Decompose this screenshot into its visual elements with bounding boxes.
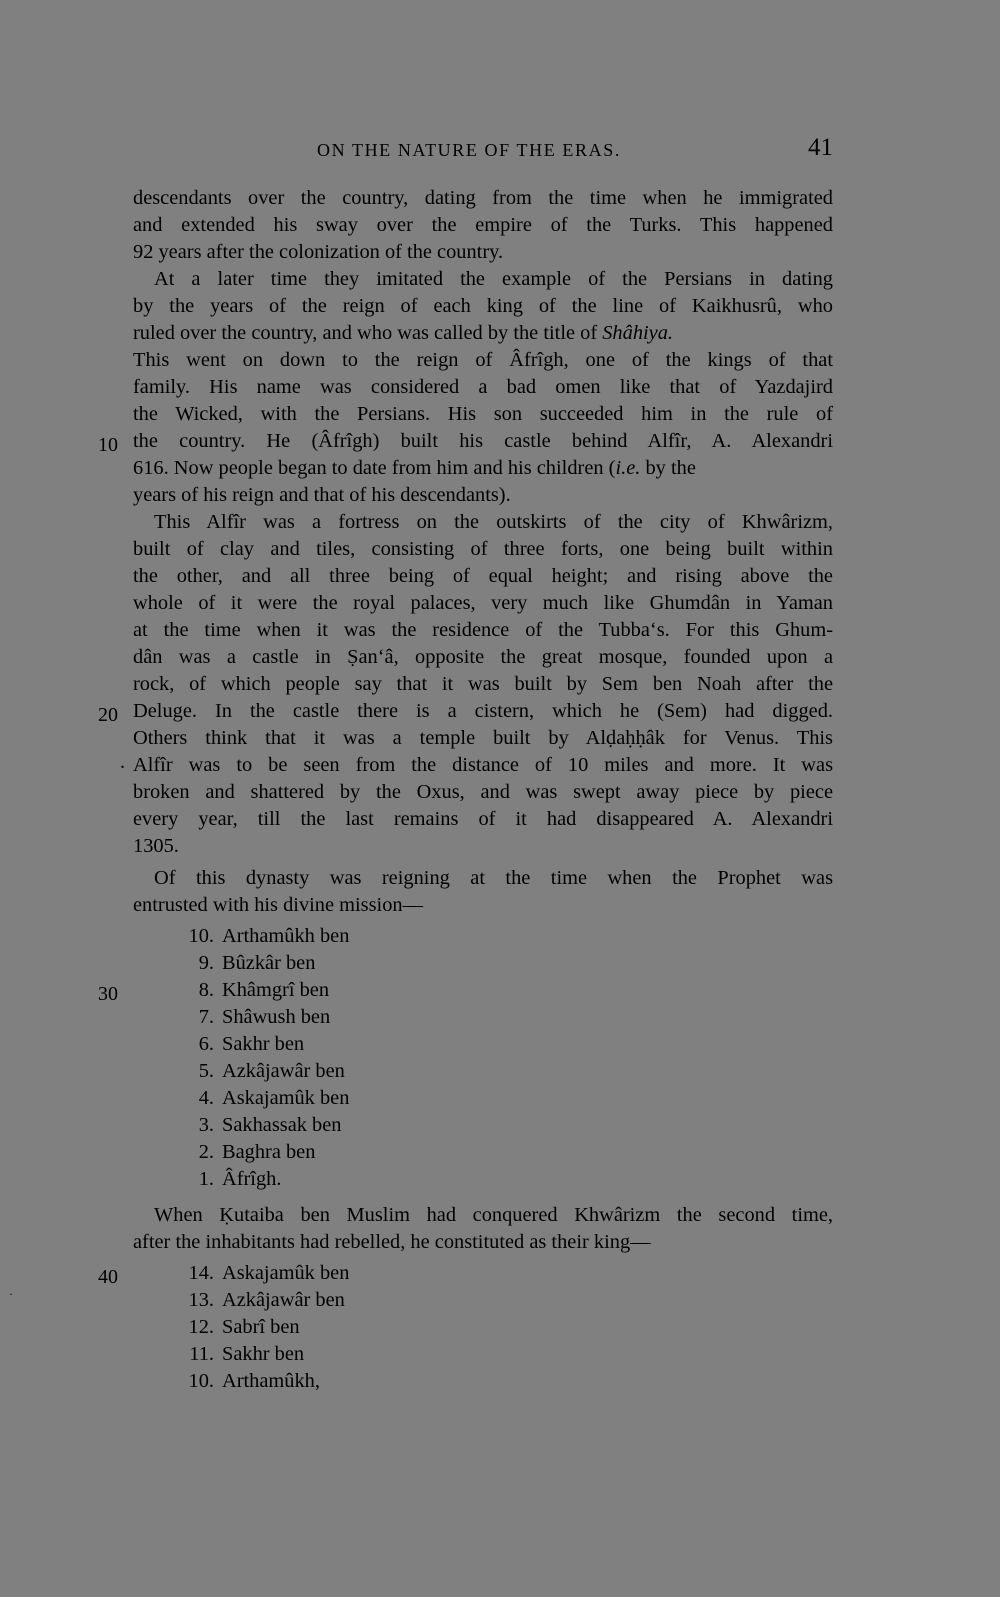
list-item: [170, 977, 329, 1004]
text-line: whole of it were the royal palaces, very much like Ghumdân in Yaman: [133, 592, 833, 614]
list-item: [170, 923, 349, 950]
text-span: ruled over the country, and who was called by the title of: [133, 322, 598, 344]
italic-term: Shâhiya.: [602, 322, 674, 344]
text-line: rock, of which people say that it was built by Sem ben Noah after the: [133, 673, 833, 695]
list-name: Âfrîgh.: [222, 1168, 282, 1190]
running-head: ON THE NATURE OF THE ERAS.: [317, 140, 621, 160]
text-line: When Ḳutaiba ben Muslim had conquered Khwârizm the second time,: [154, 1204, 833, 1226]
list-number: 3.: [198, 1114, 214, 1136]
list-number: 10.: [188, 1370, 214, 1392]
list-item: [170, 1085, 349, 1112]
italic-abbrev: i.e.: [615, 457, 641, 479]
text-line: 92 years after the colonization of the country.: [133, 241, 504, 263]
list-item: [170, 1341, 304, 1368]
list-number: 5.: [198, 1060, 214, 1082]
text-span: by the: [640, 457, 696, 479]
list-name: Sakhr ben: [222, 1343, 305, 1365]
list-item: [170, 950, 315, 977]
list-name: Bûzkâr ben: [222, 952, 316, 974]
list-item: [170, 1139, 315, 1166]
text-line: descendants over the country, dating from the time when he immigrated: [133, 187, 833, 209]
text-line: dân was a castle in Ṣan‘â, opposite the great mosque, founded upon a: [133, 646, 833, 668]
text-line: [133, 455, 833, 482]
list-name: Arthamûkh ben: [222, 925, 350, 947]
list-name: Sakhassak ben: [222, 1114, 342, 1136]
list-name: Azkâjawâr ben: [222, 1289, 345, 1311]
text-line: broken and shattered by the Oxus, and was swept away piece by piece: [133, 781, 833, 803]
margin-line-number: 10: [98, 434, 118, 456]
list-name: Azkâjawâr ben: [222, 1060, 345, 1082]
text-line: years of his reign and that of his descendants).: [133, 484, 511, 506]
list-item: [170, 1314, 300, 1341]
list-number: 7.: [198, 1006, 214, 1028]
list-number: 14.: [188, 1262, 214, 1284]
list-number: 4.: [198, 1087, 214, 1109]
list-name: Baghra ben: [222, 1141, 316, 1163]
text-line: entrusted with his divine mission—: [133, 894, 423, 916]
list-name: Arthamûkh,: [222, 1370, 320, 1392]
list-number: 11.: [189, 1343, 214, 1365]
text-line: family. His name was considered a bad omen like that of Yazdajird: [133, 376, 833, 398]
list-number: 6.: [198, 1033, 214, 1055]
margin-line-number: 20: [98, 704, 118, 726]
text-line: the Wicked, with the Persians. His son succeeded him in the rule of: [133, 403, 833, 425]
list-number: 10.: [188, 925, 214, 947]
list-number: 9.: [198, 952, 214, 974]
text-line: the country. He (Âfrîgh) built his castle behind Alfîr, A. Alexandri: [133, 430, 833, 452]
text-line: Others think that it was a temple built by Alḍaḥḥâk for Venus. This: [133, 727, 833, 749]
list-number: 2.: [198, 1141, 214, 1163]
list-item: [170, 1031, 304, 1058]
list-number: 13.: [188, 1289, 214, 1311]
list-item: [170, 1260, 349, 1287]
margin-line-number: 40: [98, 1266, 118, 1288]
list-name: Shâwush ben: [222, 1006, 331, 1028]
list-name: Askajamûk ben: [222, 1262, 350, 1284]
print-speck: .: [120, 751, 125, 773]
list-number: 8.: [198, 979, 214, 1001]
list-item: [170, 1004, 330, 1031]
list-item: [170, 1287, 345, 1314]
text-line: This went on down to the reign of Âfrîgh, one of the kings of that: [133, 349, 833, 371]
text-line: every year, till the last remains of it had disappeared A. Alexandri: [133, 808, 833, 830]
margin-line-number: 30: [98, 983, 118, 1005]
list-name: Khâmgrî ben: [222, 979, 330, 1001]
text-line: built of clay and tiles, consisting of three forts, one being built within: [133, 538, 833, 560]
list-number: 1.: [198, 1168, 214, 1190]
text-line: This Alfîr was a fortress on the outskirts of the city of Khwârizm,: [154, 511, 833, 533]
list-item: [170, 1368, 320, 1395]
text-line: Alfîr was to be seen from the distance of 10 miles and more. It was: [133, 754, 833, 776]
page-header: [133, 134, 833, 168]
text-line: Deluge. In the castle there is a cistern, which he (Sem) had digged.: [133, 700, 833, 722]
text-line: and extended his sway over the empire of the Turks. This happened: [133, 214, 833, 236]
text-line: after the inhabitants had rebelled, he constituted as their king—: [133, 1231, 651, 1253]
list-item: [170, 1112, 342, 1139]
list-item: [170, 1166, 281, 1193]
text-line: At a later time they imitated the example of the Persians in dating: [154, 268, 833, 290]
text-line: 1305.: [133, 835, 179, 857]
list-number: 12.: [188, 1316, 214, 1338]
text-line: [133, 320, 833, 347]
list-item: [170, 1058, 345, 1085]
print-speck: ·: [9, 1287, 13, 1301]
text-line: by the years of the reign of each king of the line of Kaikhusrû, who: [133, 295, 833, 317]
list-name: Askajamûk ben: [222, 1087, 350, 1109]
list-name: Sabrî ben: [222, 1316, 300, 1338]
text-line: at the time when it was the residence of the Tubba‘s. For this Ghum-: [133, 619, 833, 641]
text-line: Of this dynasty was reigning at the time when the Prophet was: [154, 867, 833, 889]
list-name: Sakhr ben: [222, 1033, 305, 1055]
text-span: 616. Now people began to date from him and his children (: [133, 457, 616, 479]
text-line: the other, and all three being of equal height; and rising above the: [133, 565, 833, 587]
page-number: 41: [808, 134, 833, 161]
